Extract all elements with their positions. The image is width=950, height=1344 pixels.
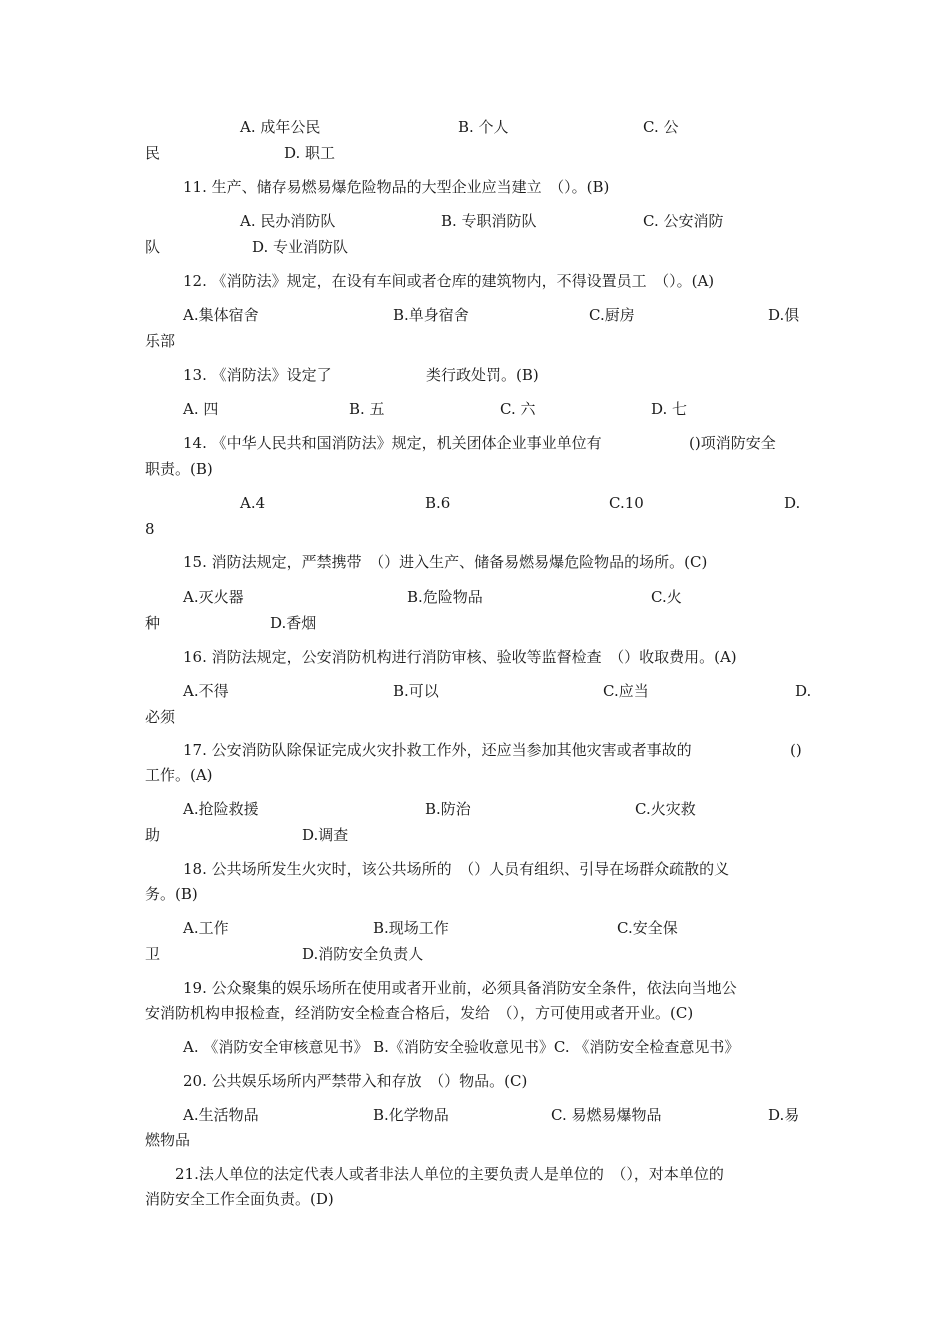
q10-option-c-wrap: 民 <box>145 144 161 162</box>
q16-option-a: A.不得 <box>183 682 229 700</box>
q12-option-b: B.单身宿舍 <box>393 306 469 324</box>
q12-option-c: C.厨房 <box>589 306 635 324</box>
q14-stem-wrap: 职责。(B) <box>145 460 213 478</box>
q13-stem: 13. 《消防法》设定了 <box>183 366 332 384</box>
q21-stem: 21.法人单位的法定代表人或者非法人单位的主要负责人是单位的 （），对本单位的 <box>175 1165 724 1183</box>
q19-stem: 19. 公众聚集的娱乐场所在使用或者开业前，必须具备消防安全条件，依法向当地公 <box>183 979 737 997</box>
q11-option-b: B. 专职消防队 <box>441 212 537 230</box>
q11-option-c-wrap: 队 <box>145 238 161 256</box>
q20-option-a: A.生活物品 <box>183 1106 259 1124</box>
q15-option-c: C.火 <box>651 588 682 606</box>
q13-option-a: A. 四 <box>183 400 219 418</box>
q11-option-d: D. 专业消防队 <box>252 238 349 256</box>
q13-option-c: C. 六 <box>500 400 536 418</box>
q14-option-c: C.10 <box>609 494 644 512</box>
q15-option-c-wrap: 种 <box>145 614 161 632</box>
q12-option-d: D.俱 <box>768 306 800 324</box>
q17-stem-blank: () <box>790 741 802 759</box>
q16-option-d: D. <box>795 682 812 700</box>
q18-stem-wrap: 务。(B) <box>145 885 198 903</box>
q14-stem: 14. 《中华人民共和国消防法》规定，机关团体企业事业单位有 <box>183 434 602 452</box>
q20-option-d: D.易 <box>768 1106 800 1124</box>
q10-option-a: A. 成年公民 <box>240 118 321 136</box>
q16-option-b: B.可以 <box>393 682 439 700</box>
q14-option-a: A.4 <box>240 494 266 512</box>
q10-option-c: C. 公 <box>643 118 679 136</box>
q18-option-b: B.现场工作 <box>373 919 449 937</box>
q13-option-b: B. 五 <box>349 400 385 418</box>
q20-option-c: C. 易燃易爆物品 <box>551 1106 662 1124</box>
q19-options: A. 《消防安全审核意见书》 B.《消防安全验收意见书》C. 《消防安全检查意见书》 <box>183 1038 740 1056</box>
q11-option-a: A. 民办消防队 <box>240 212 336 230</box>
q11-stem: 11. 生产、储存易燃易爆危险物品的大型企业应当建立 （）。(B) <box>183 178 610 196</box>
q12-option-a: A.集体宿舍 <box>183 306 259 324</box>
q18-option-c: C.安全保 <box>617 919 678 937</box>
q14-option-d-wrap: 8 <box>145 520 155 538</box>
q11-option-c: C. 公安消防 <box>643 212 724 230</box>
q16-stem: 16. 消防法规定，公安消防机构进行消防审核、验收等监督检查 （）收取费用。(A) <box>183 648 737 666</box>
q17-option-a: A.抢险救援 <box>183 800 259 818</box>
q14-option-b: B.6 <box>425 494 451 512</box>
q16-option-c: C.应当 <box>603 682 649 700</box>
q17-stem: 17. 公安消防队除保证完成火灾扑救工作外，还应当参加其他灾害或者事故的 <box>183 741 692 759</box>
q14-stem-end: ()项消防安全 <box>689 434 776 452</box>
q17-stem-wrap: 工作。(A) <box>145 766 213 784</box>
q20-option-d-wrap: 燃物品 <box>145 1131 191 1149</box>
q16-option-d-wrap: 必须 <box>145 708 176 726</box>
q18-option-a: A.工作 <box>183 919 229 937</box>
q10-option-b: B. 个人 <box>458 118 509 136</box>
q18-option-c-wrap: 卫 <box>145 945 161 963</box>
q13-stem-end: 类行政处罚。(B) <box>426 366 539 384</box>
q14-option-d: D. <box>784 494 801 512</box>
q15-option-d: D.香烟 <box>270 614 317 632</box>
q10-option-d: D. 职工 <box>284 144 336 162</box>
q12-option-d-wrap: 乐部 <box>145 332 176 350</box>
q13-option-d: D. 七 <box>651 400 688 418</box>
q20-option-b: B.化学物品 <box>373 1106 449 1124</box>
q17-option-b: B.防治 <box>425 800 471 818</box>
q15-stem: 15. 消防法规定，严禁携带 （）进入生产、储备易燃易爆危险物品的场所。(C) <box>183 553 708 571</box>
q17-option-c-wrap: 助 <box>145 826 161 844</box>
q12-stem: 12. 《消防法》规定，在设有车间或者仓库的建筑物内，不得设置员工 （）。(A) <box>183 272 715 290</box>
q15-option-b: B.危险物品 <box>407 588 483 606</box>
q15-option-a: A.灭火器 <box>183 588 244 606</box>
q21-stem-wrap: 消防安全工作全面负责。(D) <box>145 1190 334 1208</box>
q17-option-c: C.火灾救 <box>635 800 696 818</box>
q17-option-d: D.调查 <box>302 826 349 844</box>
q20-stem: 20. 公共娱乐场所内严禁带入和存放 （）物品。(C) <box>183 1072 528 1090</box>
q18-stem: 18. 公共场所发生火灾时，该公共场所的 （）人员有组织、引导在场群众疏散的义 <box>183 860 730 878</box>
q19-stem-wrap: 安消防机构申报检查，经消防安全检查合格后，发给 （），方可使用或者开业。(C) <box>145 1004 694 1022</box>
q18-option-d: D.消防安全负责人 <box>302 945 424 963</box>
